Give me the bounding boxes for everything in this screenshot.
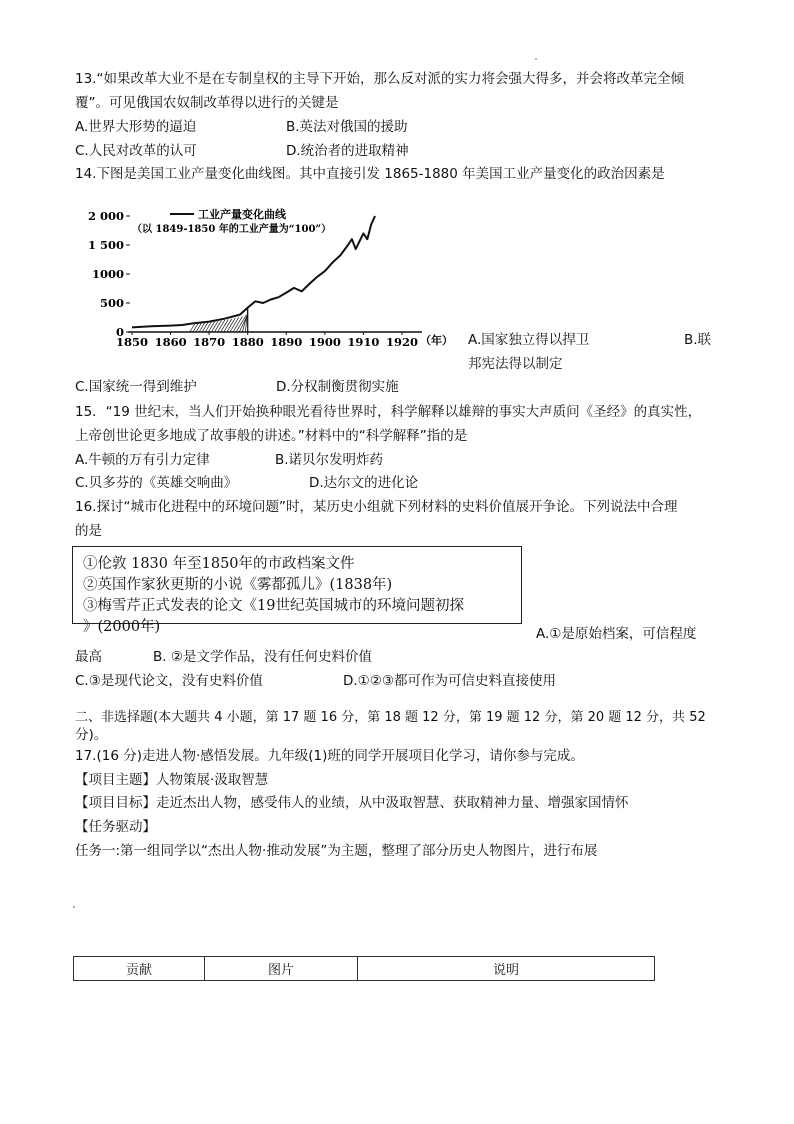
q17-intro: 17.(16 分)走进人物·感悟发展。九年级(1)班的同学开展项目化学习，请你参与完成。 [75,748,584,764]
section2-heading-line2: 分)。 [75,727,108,743]
x-tick-label: 1870 [193,335,226,349]
section2-heading-line1: 二、非选择题(本大题共 4 小题，第 17 题 16 分，第 18 题 12 分，第 19 题 12 分，第 20 题 12 分，共 52 [75,710,706,725]
table-header-picture: 图片 [205,957,358,981]
x-axis-label: （年） [420,334,453,347]
table-header-contribution: 贡献 [74,957,205,981]
q15-option-a: A.牛顿的万有引力定律 [75,452,210,468]
q16-stem-line2: 的是 [75,523,102,539]
q14-option-c: C.国家统一得到维护 [75,379,197,395]
q16-option-b: B. ②是文学作品，没有任何史料价值 [153,649,372,665]
q16-stem-line1: 16.探讨“城市化进程中的环境问题”时，某历史小组就下列材料的史料价值展开争论。下列说法中合理 [75,499,678,515]
q15-stem-line2: 上帝创世论更多地成了故事般的讲述。”材料中的“科学解释”指的是 [75,428,468,444]
y-tick-label: 2 000 [87,209,124,223]
shade-hatch-line [193,323,198,332]
shade-hatch-line [196,323,201,332]
chart-title: 工业产量变化曲线 [198,208,286,221]
q16-option-d: D.①②③都可作为可信史料直接使用 [343,673,556,689]
q13-stem-line1: 13.“如果改革大业不是在专制皇权的主导下开始，那么反对派的实力将会强大得多，并会将改革完全倾 [75,71,684,87]
q16-material-3-cont: 》(2000年) [83,619,161,635]
q15-option-b: B.诺贝尔发明炸药 [275,452,384,468]
q17-theme: 【项目主题】人物策展·汲取智慧 [75,772,269,788]
q17-goal: 【项目目标】走近杰出人物，感受伟人的业绩，从中汲取智慧、获取精神力量、增强家国情怀 [75,795,629,811]
q16-material-box [72,546,522,635]
shade-hatch-line [199,323,205,332]
q14-stem: 14.下图是美国工业产量变化曲线图。其中直接引发 1865-1880 年美国工业产量变化的政治因素是 [75,166,665,182]
q17-driver: 【任务驱动】 [75,819,156,835]
scan-speck [535,58,537,60]
q15-option-c: C.贝多芬的《英雄交响曲》 [75,475,238,491]
q16-material-1: ①伦敦 1830 年至1850年的市政档案文件 [83,556,355,572]
x-tick-label: 1860 [154,335,187,349]
q16-material-3: ③梅雪芹正式发表的论文《19世纪英国城市的环境问题初探 [83,598,464,614]
x-tick-label: 1880 [231,335,264,349]
q17-table [73,956,655,981]
q14-option-b: B.联 [684,332,712,348]
q13-stem-line2: 覆”。可见俄国农奴制改革得以进行的关键是 [75,95,339,111]
table-header-description: 说明 [358,957,655,981]
chart-subtitle: （以 1849-1850 年的工业产量为“100”） [132,224,332,235]
x-tick-label: 1920 [385,335,419,349]
q14-option-d: D.分权制衡贯彻实施 [276,379,399,395]
table-header-row [74,957,655,981]
q13-option-b: B.英法对俄国的援助 [286,119,408,135]
q15-stem-line1: 15．“19 世纪末，当人们开始换种眼光看待世界时，科学解释以雄辩的事实大声质问《圣经》的真实性， [75,404,702,420]
y-tick-label: 500 [99,296,124,310]
q13-option-d: D.统治者的进取精神 [286,143,409,159]
x-tick-label: 1910 [347,335,380,349]
industrial-output-chart [84,202,464,352]
q15-option-d: D.达尔文的进化论 [309,475,419,491]
shade-hatch-line [205,322,211,332]
shade-hatch-line [202,322,208,332]
scan-speck [73,906,75,908]
shade-hatch-line [208,322,214,332]
q14-option-a: A.国家独立得以捍卫 [468,332,590,348]
x-tick-label: 1850 [115,335,149,349]
x-tick-label: 1890 [270,335,303,349]
shade-hatch-line [218,320,225,332]
q16-material-2: ②英国作家狄更斯的小说《雾都孤儿》(1838年) [83,577,393,593]
q16-option-a-cont: 最高 [75,649,102,665]
x-tick-label: 1900 [308,335,341,349]
q14-option-b-cont: 邦宪法得以制定 [468,356,563,372]
q13-option-c: C.人民对改革的认可 [75,143,197,159]
y-tick-label: 1 500 [87,238,124,252]
shade-hatch-line [215,321,222,332]
shade-hatch-line [221,319,229,332]
q16-option-a: A.①是原始档案，可信程度 [536,626,697,642]
q17-task1: 任务一:第一组同学以“杰出人物·推动发展”为主题，整理了部分历史人物图片，进行布展 [75,843,598,859]
y-tick-label: 1000 [91,267,124,281]
shade-hatch-line [211,321,218,332]
y-tick-label: 0 [115,325,124,339]
q16-option-c: C.③是现代论文，没有史料价值 [75,673,263,689]
q13-option-a: A.世界大形势的逼迫 [75,119,197,135]
